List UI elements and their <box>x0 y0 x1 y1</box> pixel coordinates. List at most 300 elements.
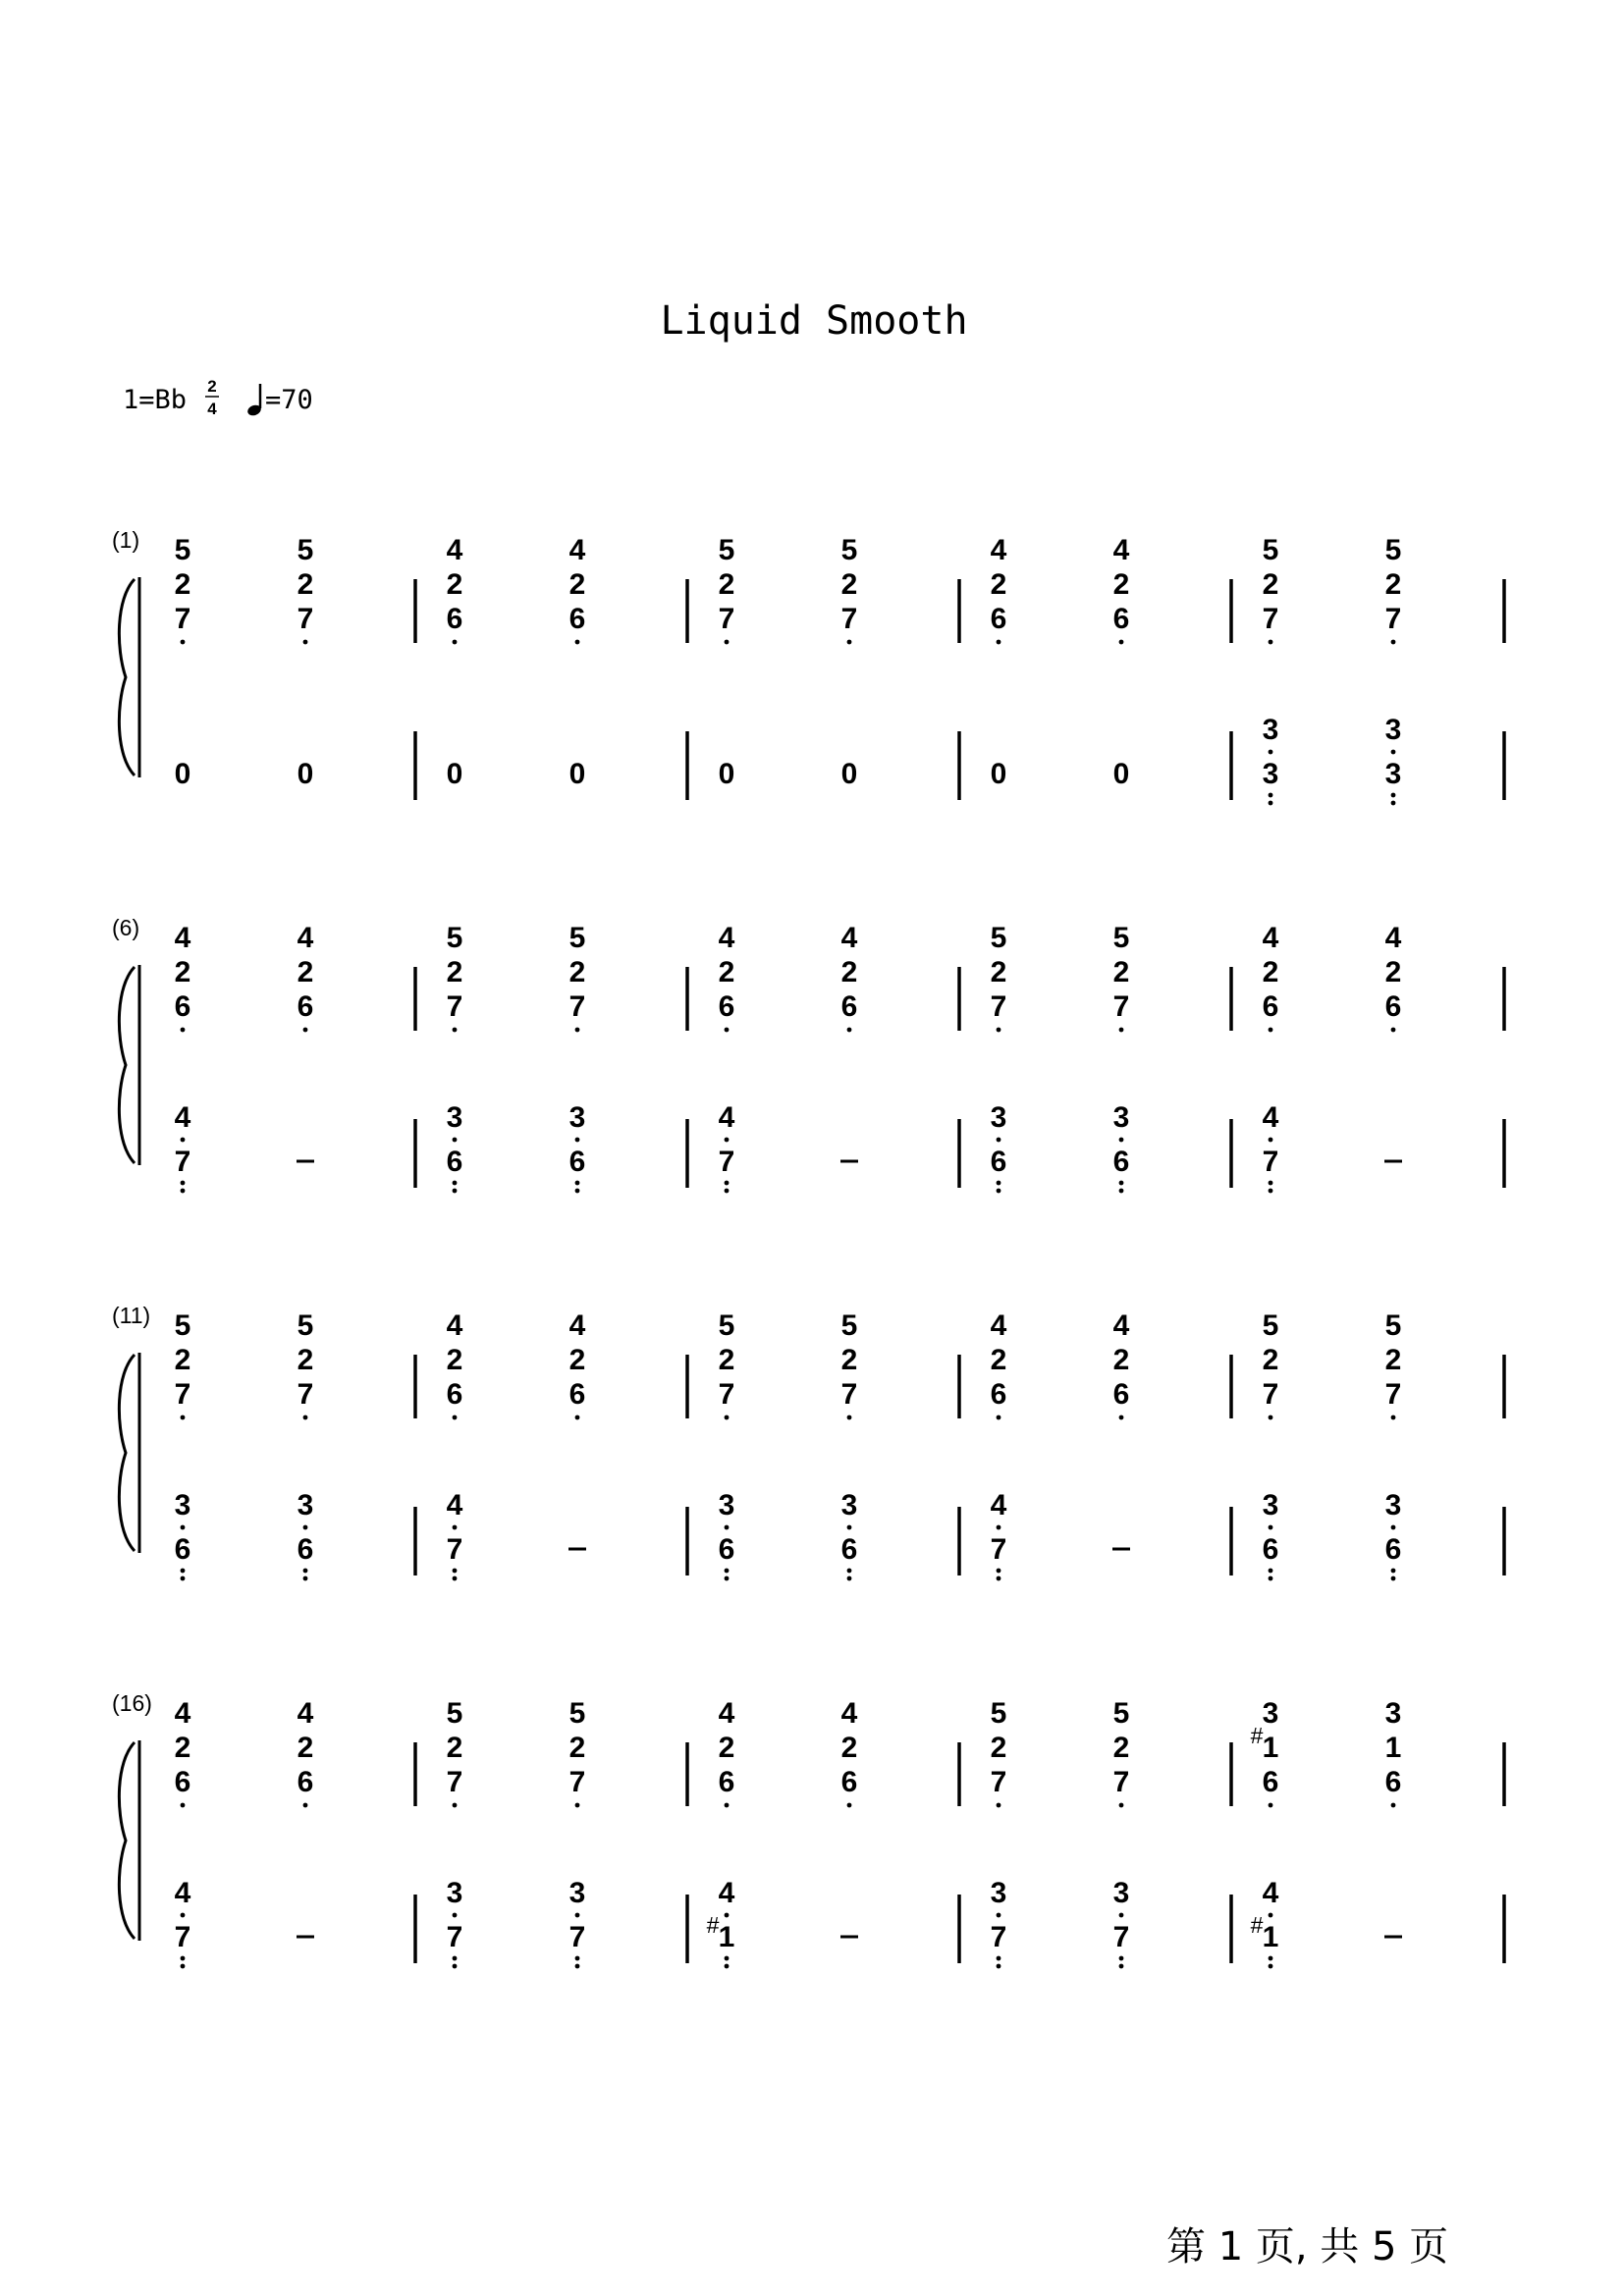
octave-dot-below <box>847 1576 852 1581</box>
upper-chord <box>1263 1309 1279 1419</box>
octave-dot-below <box>997 640 1001 645</box>
octave-dot-below <box>1391 640 1396 645</box>
note-digit: 6 <box>1262 1766 1279 1798</box>
upper-chord <box>1113 922 1130 1032</box>
note-digit: 1 <box>1262 1921 1279 1953</box>
sustain-dash-label: – <box>305 1924 314 1941</box>
octave-dot-below <box>575 1964 580 1969</box>
octave-dot-below <box>997 1525 1001 1530</box>
octave-dot-below <box>997 1803 1001 1808</box>
note-digit: 3 <box>1384 714 1402 746</box>
note-digit: 6 <box>174 990 191 1023</box>
lower-chord <box>1113 758 1130 790</box>
sustain-dash-label: – <box>577 1536 586 1553</box>
note-digit: 2 <box>1112 956 1130 988</box>
note-digit: 3 <box>568 1877 586 1909</box>
octave-dot-below <box>1391 1525 1396 1530</box>
note-digit: 4 <box>568 534 586 566</box>
note-digit: 4 <box>174 1697 191 1730</box>
note-digit: 2 <box>568 1344 586 1376</box>
note-digit: 4 <box>990 1309 1007 1342</box>
octave-dot-below <box>1269 793 1273 798</box>
lower-chord <box>1263 1101 1279 1193</box>
octave-dot-below <box>181 1189 186 1194</box>
note-digit: 7 <box>718 1146 735 1178</box>
octave-dot-below <box>303 1415 308 1420</box>
upper-chord <box>841 922 858 1032</box>
upper-chord <box>569 534 586 644</box>
octave-dot-below <box>1119 640 1124 645</box>
octave-dot-below <box>453 1181 458 1186</box>
note-digit: 1 <box>718 1921 735 1953</box>
note-digit: 2 <box>840 956 858 988</box>
note-digit: 7 <box>446 1533 463 1566</box>
octave-dot-below <box>575 1913 580 1918</box>
lower-chord <box>298 1489 314 1580</box>
sustain-dash-label: – <box>1121 1536 1130 1553</box>
upper-chord <box>1385 922 1402 1032</box>
note-digit: 2 <box>990 568 1007 601</box>
upper-chord <box>719 1309 735 1419</box>
octave-dot-below <box>725 1913 730 1918</box>
note-digit: 2 <box>446 956 463 988</box>
rest-digit: 0 <box>1112 758 1130 790</box>
note-digit: 4 <box>718 1101 735 1134</box>
upper-chord <box>298 1309 314 1419</box>
note-digit: 5 <box>1112 1697 1130 1730</box>
octave-dot-below <box>997 1569 1001 1574</box>
note-digit: 4 <box>297 922 314 954</box>
octave-dot-below <box>1391 1415 1396 1420</box>
octave-dot-below <box>847 1569 852 1574</box>
lower-chord <box>719 1101 735 1193</box>
octave-dot-below <box>1269 1913 1273 1918</box>
note-digit: 5 <box>174 534 191 566</box>
note-digit: 7 <box>446 1921 463 1953</box>
octave-dot-below <box>181 1956 186 1961</box>
note-digit: 2 <box>1112 1344 1130 1376</box>
score-systems <box>112 527 1504 1968</box>
note-digit: 3 <box>840 1489 858 1522</box>
note-digit: 6 <box>297 990 314 1023</box>
upper-chord <box>991 1697 1007 1807</box>
octave-dot-below <box>997 1028 1001 1033</box>
note-digit: 6 <box>174 1766 191 1798</box>
lower-chord <box>175 1489 191 1580</box>
octave-dot-below <box>997 1964 1001 1969</box>
octave-dot-below <box>1391 793 1396 798</box>
note-digit: 5 <box>446 922 463 954</box>
octave-dot-below <box>725 1415 730 1420</box>
octave-dot-below <box>1269 640 1273 645</box>
octave-dot-below <box>1119 1181 1124 1186</box>
brace <box>119 1742 135 1939</box>
rest-digit: 0 <box>840 758 858 790</box>
octave-dot-below <box>1119 1956 1124 1961</box>
note-digit: 5 <box>1262 1309 1279 1342</box>
octave-dot-below <box>181 1964 186 1969</box>
upper-chord <box>991 534 1007 644</box>
note-digit: 2 <box>568 1732 586 1764</box>
note-digit: 4 <box>1112 1309 1130 1342</box>
note-digit: 2 <box>1112 1732 1130 1764</box>
octave-dot-below <box>1119 1964 1124 1969</box>
octave-dot-below <box>181 1803 186 1808</box>
note-digit: 7 <box>174 603 191 635</box>
lower-chord <box>175 1101 191 1193</box>
octave-dot-below <box>1269 1525 1273 1530</box>
octave-dot-below <box>847 1028 852 1033</box>
note-digit: 6 <box>1384 990 1402 1023</box>
note-digit: 4 <box>990 534 1007 566</box>
octave-dot-below <box>1269 1576 1273 1581</box>
quarter-note-icon <box>246 384 263 417</box>
lower-chord <box>840 1924 858 1941</box>
upper-chord <box>447 1309 463 1419</box>
note-digit: 5 <box>297 1309 314 1342</box>
octave-dot-below <box>997 1956 1001 1961</box>
note-digit: 6 <box>568 1378 586 1411</box>
note-digit: 2 <box>1384 956 1402 988</box>
upper-chord <box>1113 534 1130 644</box>
lower-chord <box>707 1877 735 1968</box>
lower-chord <box>297 1148 314 1165</box>
rest-digit: 0 <box>297 758 314 790</box>
lower-chord <box>991 1489 1007 1580</box>
upper-chord <box>1385 534 1402 644</box>
octave-dot-below <box>575 640 580 645</box>
octave-dot-below <box>725 1525 730 1530</box>
upper-chord <box>1263 534 1279 644</box>
note-digit: 2 <box>297 568 314 601</box>
note-digit: 7 <box>718 603 735 635</box>
key-signature: 1=Bb <box>123 385 188 415</box>
octave-dot-below <box>303 1569 308 1574</box>
upper-chord <box>991 922 1007 1032</box>
rest-digit: 0 <box>990 758 1007 790</box>
note-digit: 3 <box>1112 1101 1130 1134</box>
note-digit: 5 <box>990 1697 1007 1730</box>
measure-number: (11) <box>112 1303 151 1328</box>
note-digit: 2 <box>174 568 191 601</box>
note-digit: 4 <box>174 1877 191 1909</box>
octave-dot-below <box>575 1028 580 1033</box>
note-digit: 7 <box>840 603 858 635</box>
note-digit: 2 <box>174 956 191 988</box>
octave-dot-below <box>575 1181 580 1186</box>
note-digit: 2 <box>718 1732 735 1764</box>
note-digit: 7 <box>174 1378 191 1411</box>
octave-dot-below <box>1269 801 1273 806</box>
rest-digit: 0 <box>174 758 191 790</box>
note-digit: 4 <box>840 1697 858 1730</box>
note-digit: 2 <box>990 1732 1007 1764</box>
octave-dot-below <box>1269 1138 1273 1143</box>
octave-dot-below <box>1119 1415 1124 1420</box>
note-digit: 7 <box>568 1766 586 1798</box>
note-digit: 4 <box>718 1697 735 1730</box>
octave-dot-below <box>453 1576 458 1581</box>
octave-dot-below <box>725 1181 730 1186</box>
system <box>112 1303 1504 1580</box>
upper-chord <box>298 1697 314 1807</box>
note-digit: 4 <box>446 534 463 566</box>
note-digit: 6 <box>718 990 735 1023</box>
octave-dot-below <box>181 1525 186 1530</box>
octave-dot-below <box>1269 1181 1273 1186</box>
upper-chord <box>175 1309 191 1419</box>
note-digit: 2 <box>840 568 858 601</box>
lower-chord <box>447 1101 463 1193</box>
brace <box>119 967 135 1163</box>
note-digit: 5 <box>840 1309 858 1342</box>
note-digit: 2 <box>1262 1344 1279 1376</box>
octave-dot-below <box>575 1415 580 1420</box>
octave-dot-below <box>1269 750 1273 755</box>
note-digit: 7 <box>1112 1766 1130 1798</box>
note-digit: 7 <box>297 1378 314 1411</box>
note-digit: 5 <box>1112 922 1130 954</box>
lower-chord <box>1385 1489 1402 1580</box>
note-digit: 4 <box>1262 1877 1279 1909</box>
lower-chord <box>719 758 735 790</box>
upper-chord <box>1113 1697 1130 1807</box>
octave-dot-below <box>1119 1189 1124 1194</box>
upper-chord <box>569 1309 586 1419</box>
time-signature-top: 2 <box>207 377 217 396</box>
note-digit: 5 <box>718 1309 735 1342</box>
note-digit: 7 <box>990 1921 1007 1953</box>
octave-dot-below <box>303 1028 308 1033</box>
note-digit: 4 <box>990 1489 1007 1522</box>
sharp-sign: # <box>1250 1723 1264 1748</box>
lower-chord <box>568 1536 586 1553</box>
upper-chord <box>569 922 586 1032</box>
note-digit: 7 <box>446 1766 463 1798</box>
note-digit: 4 <box>446 1489 463 1522</box>
note-digit: 2 <box>446 1344 463 1376</box>
upper-chord <box>841 1309 858 1419</box>
note-digit: 6 <box>446 1146 463 1178</box>
note-digit: 4 <box>1384 922 1402 954</box>
note-digit: 2 <box>1262 568 1279 601</box>
lower-chord <box>1112 1536 1130 1553</box>
upper-chord <box>1113 1309 1130 1419</box>
octave-dot-below <box>1391 1028 1396 1033</box>
octave-dot-below <box>575 1138 580 1143</box>
note-digit: 7 <box>568 1921 586 1953</box>
note-digit: 6 <box>990 603 1007 635</box>
note-digit: 3 <box>446 1101 463 1134</box>
note-digit: 2 <box>718 956 735 988</box>
octave-dot-below <box>303 1803 308 1808</box>
octave-dot-below <box>453 640 458 645</box>
lower-chord <box>447 1489 463 1580</box>
octave-dot-below <box>1119 1803 1124 1808</box>
note-digit: 6 <box>1112 1378 1130 1411</box>
upper-chord <box>298 922 314 1032</box>
note-digit: 5 <box>840 534 858 566</box>
note-digit: 7 <box>1262 1146 1279 1178</box>
lower-chord <box>1263 1489 1279 1580</box>
note-digit: 7 <box>1262 1378 1279 1411</box>
octave-dot-below <box>1269 1028 1273 1033</box>
lower-chord <box>719 1489 735 1580</box>
system <box>112 1690 1504 1968</box>
note-digit: 7 <box>1384 1378 1402 1411</box>
note-digit: 6 <box>1262 990 1279 1023</box>
octave-dot-below <box>453 1803 458 1808</box>
lower-chord <box>841 1489 858 1580</box>
lower-chord <box>175 758 191 790</box>
note-digit: 2 <box>990 1344 1007 1376</box>
note-digit: 5 <box>568 1697 586 1730</box>
note-digit: 4 <box>1112 534 1130 566</box>
octave-dot-below <box>181 1138 186 1143</box>
note-digit: 4 <box>174 922 191 954</box>
octave-dot-below <box>997 1576 1001 1581</box>
octave-dot-below <box>453 1569 458 1574</box>
song-title: Liquid Smooth <box>660 298 968 344</box>
octave-dot-below <box>1119 1028 1124 1033</box>
octave-dot-below <box>453 1028 458 1033</box>
note-digit: 5 <box>718 534 735 566</box>
octave-dot-below <box>725 1576 730 1581</box>
lower-chord <box>991 758 1007 790</box>
upper-chord <box>175 534 191 644</box>
octave-dot-below <box>997 1181 1001 1186</box>
lower-chord <box>447 1877 463 1968</box>
note-digit: 6 <box>1112 1146 1130 1178</box>
upper-chord <box>719 534 735 644</box>
upper-chord <box>175 1697 191 1807</box>
note-digit: 3 <box>174 1489 191 1522</box>
note-digit: 7 <box>568 990 586 1023</box>
octave-dot-below <box>181 1028 186 1033</box>
sharp-sign: # <box>1250 1912 1264 1938</box>
octave-dot-below <box>997 1138 1001 1143</box>
octave-dot-below <box>181 1576 186 1581</box>
note-digit: 5 <box>1262 534 1279 566</box>
octave-dot-below <box>181 640 186 645</box>
note-digit: 7 <box>990 1766 1007 1798</box>
octave-dot-below <box>303 640 308 645</box>
measure-number: (6) <box>112 915 140 940</box>
sustain-dash-label: – <box>1393 1148 1402 1165</box>
note-digit: 3 <box>1384 1697 1402 1730</box>
note-digit: 2 <box>1112 568 1130 601</box>
system <box>112 915 1504 1193</box>
lower-chord <box>569 1877 586 1968</box>
note-digit: 3 <box>1262 1489 1279 1522</box>
note-digit: 6 <box>174 1533 191 1566</box>
octave-dot-below <box>453 1964 458 1969</box>
octave-dot-below <box>453 1525 458 1530</box>
lower-chord <box>1384 1924 1402 1941</box>
upper-chord <box>569 1697 586 1807</box>
octave-dot-below <box>1391 1576 1396 1581</box>
octave-dot-below <box>847 1525 852 1530</box>
note-digit: 7 <box>840 1378 858 1411</box>
octave-dot-below <box>1269 1415 1273 1420</box>
upper-chord <box>298 534 314 644</box>
octave-dot-below <box>725 1964 730 1969</box>
octave-dot-below <box>997 1415 1001 1420</box>
note-digit: 3 <box>1384 1489 1402 1522</box>
octave-dot-below <box>181 1913 186 1918</box>
sustain-dash-label: – <box>1393 1924 1402 1941</box>
lower-chord <box>991 1101 1007 1193</box>
note-digit: 7 <box>1262 603 1279 635</box>
octave-dot-below <box>997 1189 1001 1194</box>
note-digit: 1 <box>1262 1732 1279 1764</box>
note-digit: 2 <box>840 1344 858 1376</box>
note-digit: 4 <box>1262 922 1279 954</box>
octave-dot-below <box>453 1189 458 1194</box>
note-digit: 6 <box>840 1766 858 1798</box>
octave-dot-below <box>725 1956 730 1961</box>
sustain-dash-label: – <box>849 1924 858 1941</box>
lower-chord <box>1384 1148 1402 1165</box>
upper-chord <box>175 922 191 1032</box>
octave-dot-below <box>1269 1964 1273 1969</box>
octave-dot-below <box>575 1189 580 1194</box>
rest-digit: 0 <box>718 758 735 790</box>
note-digit: 2 <box>297 1344 314 1376</box>
note-digit: 6 <box>1112 603 1130 635</box>
tempo-marking: =70 <box>265 385 313 415</box>
note-digit: 5 <box>1384 534 1402 566</box>
lower-chord <box>569 758 586 790</box>
note-digit: 2 <box>568 568 586 601</box>
upper-chord <box>841 534 858 644</box>
octave-dot-below <box>1391 750 1396 755</box>
octave-dot-below <box>1119 1913 1124 1918</box>
note-digit: 6 <box>1262 1533 1279 1566</box>
lower-chord <box>298 758 314 790</box>
octave-dot-below <box>725 1189 730 1194</box>
lower-chord <box>175 1877 191 1968</box>
upper-chord <box>1263 922 1279 1032</box>
octave-dot-below <box>725 1569 730 1574</box>
octave-dot-below <box>453 1138 458 1143</box>
brace <box>119 1355 135 1551</box>
note-digit: 2 <box>990 956 1007 988</box>
note-digit: 5 <box>990 922 1007 954</box>
note-digit: 5 <box>174 1309 191 1342</box>
octave-dot-below <box>575 1956 580 1961</box>
note-digit: 6 <box>1384 1766 1402 1798</box>
note-digit: 7 <box>1112 990 1130 1023</box>
lower-chord <box>1113 1101 1130 1193</box>
note-digit: 3 <box>1262 714 1279 746</box>
system <box>112 527 1504 805</box>
note-digit: 1 <box>1384 1732 1402 1764</box>
note-digit: 3 <box>1262 1697 1279 1730</box>
note-digit: 4 <box>1262 1101 1279 1134</box>
note-digit: 6 <box>297 1533 314 1566</box>
note-digit: 5 <box>297 534 314 566</box>
octave-dot-below <box>1269 1569 1273 1574</box>
octave-dot-below <box>847 1415 852 1420</box>
note-digit: 7 <box>990 990 1007 1023</box>
lower-chord <box>1385 714 1402 805</box>
sustain-dash-label: – <box>849 1148 858 1165</box>
upper-chord <box>447 534 463 644</box>
octave-dot-below <box>725 1138 730 1143</box>
note-digit: 7 <box>174 1921 191 1953</box>
note-digit: 7 <box>174 1146 191 1178</box>
